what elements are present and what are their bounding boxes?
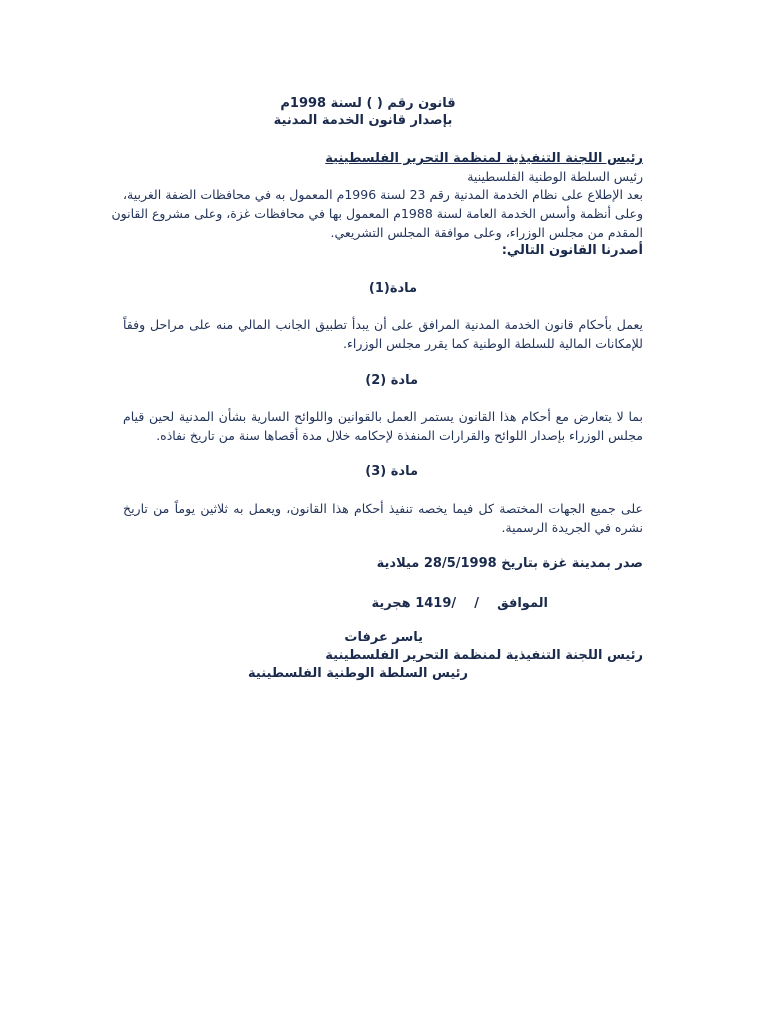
recital-line: المقدم من مجلس الوزراء، وعلى موافقة المجلس التشريعي. xyxy=(330,225,643,240)
law-title: قانون رقم ( ) لسنة 1998م xyxy=(280,96,456,111)
article-heading: مادة(1) xyxy=(368,281,418,296)
enactment-line: أصدرنا القانون التالي: xyxy=(501,243,643,258)
article-heading: مادة (3) xyxy=(365,464,418,479)
law-subtitle: بإصدار قانون الخدمة المدنية xyxy=(273,113,453,128)
issuer-line-2: رئيس السلطة الوطنية الفلسطينية xyxy=(467,169,643,184)
signatory-name: ياسر عرفات xyxy=(344,630,423,645)
issue-date-line: صدر بمدينة غزة بتاريخ 28/5/1998 ميلادية xyxy=(376,556,643,571)
hijri-date-line: الموافق / /1419 هجرية xyxy=(371,596,548,611)
article-text-line: نشره في الجريدة الرسمية. xyxy=(501,520,643,535)
signatory-title-2: رئيس السلطة الوطنية الفلسطينية xyxy=(248,666,468,681)
recital-line: بعد الإطلاع على نظام الخدمة المدنية رقم 23 لسنة 1996م المعمول به في محافظات الضفة الغربية، xyxy=(123,187,643,202)
article-text-line: للإمكانات المالية للسلطة الوطنية كما يقرر مجلس الوزراء. xyxy=(343,336,643,351)
article-heading: مادة (2) xyxy=(365,373,418,388)
article-text-line: يعمل بأحكام قانون الخدمة المدنية المرافق على أن يبدأ تطبيق الجانب المالي منه على مراحل وفقاً xyxy=(123,317,643,332)
article-text-line: بما لا يتعارض مع أحكام هذا القانون يستمر العمل بالقوانين واللوائح السارية بشأن المدنية لحين قيام xyxy=(123,409,643,424)
signatory-title-1: رئيس اللجنة التنفيذية لمنظمة التحرير الفلسطينية xyxy=(325,648,643,663)
article-text-line: على جميع الجهات المختصة كل فيما يخصه تنفيذ أحكام هذا القانون، ويعمل به ثلاثين يوماً من تاريخ xyxy=(123,501,643,516)
issuer-line-1: رئيس اللجنة التنفيذية لمنظمة التحرير الفلسطينية xyxy=(325,151,643,166)
article-text-line: مجلس الوزراء بإصدار اللوائح والقرارات المنفذة لإحكامه خلال مدة أقصاها سنة من تاريخ نفاذه. xyxy=(156,428,643,443)
recital-line: وعلى أنظمة وأسس الخدمة العامة لسنة 1988م المعمول بها في محافظات غزة، وعلى مشروع القانون xyxy=(111,206,643,221)
